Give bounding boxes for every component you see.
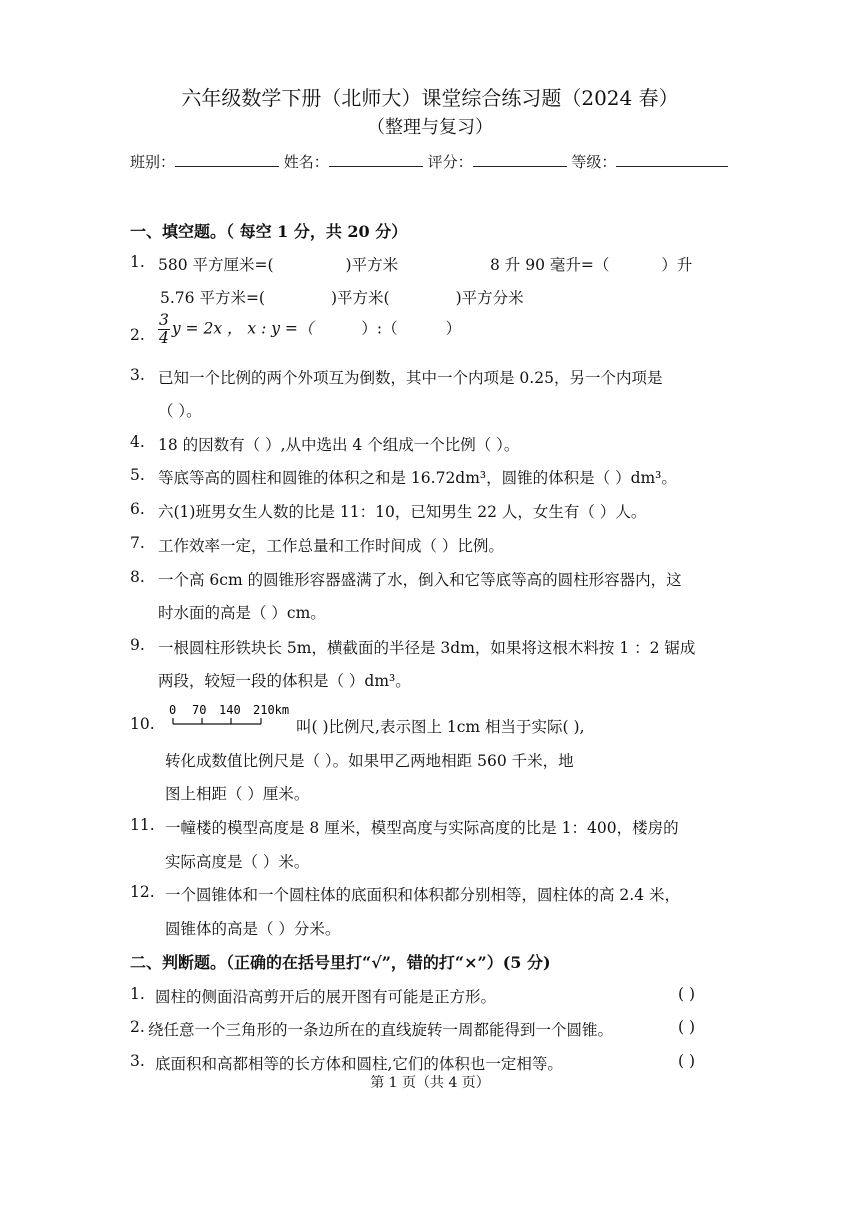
q1-b-text: 8 升 90 毫升=（ (490, 256, 610, 274)
judge-item-1-number: 1. (130, 985, 145, 1003)
q1-a-text: 580 平方厘米=( (158, 256, 274, 274)
class-label: 班别： (130, 153, 176, 171)
q7-text: 工作效率一定，工作总量和工作时间成（ ）比例。 (158, 537, 504, 555)
q1-c-text2: )平方米( (330, 289, 390, 307)
judge-item-1-answer[interactable]: ( ) (678, 985, 696, 1003)
q3-line1: 已知一个比例的两个外项互为倒数，其中一个内项是 0.25，另一个内项是 (158, 369, 663, 387)
q3-number: 3. (130, 366, 145, 384)
score-label: 评分： (427, 153, 473, 171)
score-blank[interactable] (473, 150, 567, 167)
q1-part-c (160, 286, 524, 308)
q1-number: 1. (130, 253, 145, 271)
q9-line2: 两段，较短一段的体积是（ ）dm³。 (158, 672, 411, 690)
scale-label-140: 140 (219, 703, 241, 717)
judge-item-3-answer[interactable]: ( ) (678, 1052, 696, 1070)
name-blank[interactable] (329, 150, 423, 167)
q2-frac-numerator: 3 (159, 311, 169, 329)
q6-text: 六(1)班男女生人数的比是 11：10，已知男生 22 人，女生有（ ）人。 (158, 503, 647, 521)
q2-end: ） (445, 319, 462, 338)
class-blank[interactable] (175, 150, 279, 167)
q2-frac-denominator: 4 (159, 329, 169, 347)
name-label: 姓名： (283, 153, 329, 171)
grade-blank[interactable] (616, 150, 728, 167)
q1-b-text2: ）升 (661, 256, 693, 274)
q1-part-a (158, 253, 398, 275)
q12-line2: 圆锥体的高是（ ）分米。 (165, 920, 341, 938)
q2-expr: y = 2x ， x : y =（ (171, 319, 314, 338)
q2-mid: ）:（ (361, 319, 398, 338)
judge-item-2-text: 绕任意一个三角形的一条边所在的直线旋转一周都能得到一个圆锥。 (148, 1021, 614, 1039)
q2-line (158, 312, 461, 347)
q3-line2: （ ）。 (158, 402, 202, 420)
q8-line1: 一个高 6cm 的圆锥形容器盛满了水，倒入和它等底等高的圆柱形容器内，这 (158, 571, 682, 589)
q1-part-b (490, 253, 692, 275)
q4-number: 4. (130, 433, 145, 451)
page-title: 六年级数学下册（北师大）课堂综合练习题（2024 春） (181, 86, 679, 110)
q12-line1: 一个圆锥体和一个圆柱体的底面积和体积都分别相等，圆柱体的高 2.4 米， (165, 886, 681, 904)
q9-number: 9. (130, 636, 145, 654)
q8-line2: 时水面的高是（ ）cm。 (158, 604, 326, 622)
grade-label: 等级： (571, 153, 617, 171)
q4-text: 18 的因数有（ ）,从中选出 4 个组成一个比例（ ）。 (158, 436, 520, 454)
q10-line3: 图上相距（ ）厘米。 (165, 785, 310, 803)
q12-number: 12. (130, 883, 155, 901)
q2-number: 2. (130, 326, 145, 344)
q1-c-text3: )平方分米 (455, 289, 524, 307)
judge-item-2-answer[interactable]: ( ) (678, 1018, 696, 1036)
section2-heading: 二、判断题。（正确的在括号里打“√”，错的打“×”）(5 分) (130, 953, 551, 972)
q9-line1: 一根圆柱形铁块长 5m，横截面的半径是 3dm，如果将这根木料按 1 ：2 锯成 (158, 639, 696, 657)
student-info-row (130, 150, 728, 172)
page-footer: 第 1 页（共 4 页） (370, 1075, 490, 1091)
scale-label-70: 70 (192, 703, 207, 717)
q5-number: 5. (130, 466, 145, 484)
q1-c-text: 5.76 平方米=( (160, 289, 265, 307)
scale-bar-icon (165, 702, 297, 732)
q6-number: 6. (130, 500, 145, 518)
q11-line2: 实际高度是（ ）米。 (165, 853, 310, 871)
q1-a-text2: )平方米 (345, 256, 399, 274)
q10-line2: 转化成数值比例尺是（ ）。如果甲乙两地相距 560 千米，地 (165, 752, 574, 770)
judge-item-3-text: 底面积和高都相等的长方体和圆柱,它们的体积也一定相等。 (155, 1055, 563, 1073)
scale-label-0: 0 (169, 703, 177, 717)
q11-number: 11. (130, 816, 155, 834)
q7-number: 7. (130, 534, 145, 552)
page-subtitle: （整理与复习） (367, 117, 493, 138)
section1-heading: 一、填空题。（ 每空 1 分，共 20 分） (130, 222, 408, 241)
q8-number: 8. (130, 568, 145, 586)
judge-item-1-text: 圆柱的侧面沿高剪开后的展开图有可能是正方形。 (155, 988, 497, 1006)
q2-fraction (158, 312, 170, 347)
scale-label-210: 210km (253, 703, 290, 717)
q10-number: 10. (130, 715, 155, 733)
q5-text: 等底等高的圆柱和圆锥的体积之和是 16.72dm³，圆锥的体积是（ ）dm³。 (158, 469, 677, 487)
judge-item-2-number: 2. (130, 1018, 145, 1036)
judge-item-3-number: 3. (130, 1052, 145, 1070)
q10-line1: 叫( )比例尺,表示图上 1cm 相当于实际( ), (296, 718, 585, 736)
q11-line1: 一幢楼的模型高度是 8 厘米，模型高度与实际高度的比是 1：400，楼房的 (165, 819, 679, 837)
